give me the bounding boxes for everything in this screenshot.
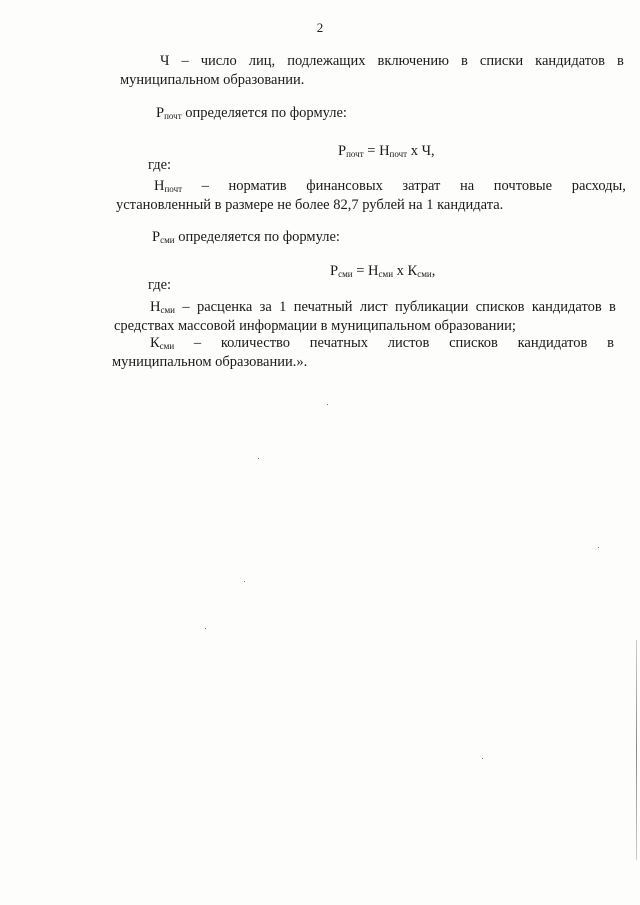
formula-lhs-sub: сми [338, 269, 353, 279]
word: – [201, 178, 209, 194]
word: финансовых [306, 178, 383, 194]
n-pocht-symbol: $Н_{почт}$ [154, 178, 183, 194]
word: списки [479, 53, 524, 69]
formula-equals: = [352, 263, 369, 279]
formula-pocht [338, 143, 435, 160]
word: кандидатов [517, 335, 588, 351]
word: – [182, 299, 190, 315]
word: за [259, 299, 272, 315]
ch-symbol: Ч [160, 53, 170, 69]
word: листов [387, 335, 430, 351]
formula-term1-sub: сми [378, 269, 394, 279]
word: норматив [228, 178, 287, 194]
word: расценка [196, 299, 253, 315]
formula-lhs: Р [330, 263, 339, 279]
word: списков [449, 335, 498, 351]
word: затрат [402, 178, 441, 194]
k-smi-definition-line2: муниципальном образовании.». [112, 354, 308, 370]
word: 1 [279, 299, 287, 315]
word: печатный [293, 299, 353, 315]
page-number: 2 [316, 20, 324, 35]
ch-dash: – [181, 53, 189, 69]
formula-lhs-sub: почт [346, 149, 364, 159]
scan-speck [258, 458, 259, 459]
word: – [193, 335, 202, 351]
n-pocht-definition-line1 [154, 177, 626, 196]
word: кандидатов [531, 299, 602, 315]
n-smi-definition-line2: средствах массовой информации в муниципальном образовании; [114, 318, 516, 334]
formula-term1: Н [368, 263, 379, 279]
formula-comma: , [431, 263, 436, 279]
scan-speck [327, 404, 328, 405]
p-pocht-intro-text: определяется по формуле: [181, 105, 347, 121]
word: списков [475, 299, 525, 315]
where-label-2: где: [148, 277, 172, 293]
p-smi-intro-text: определяется по формуле: [174, 229, 340, 245]
scan-speck [205, 628, 206, 629]
n-pocht-definition-line2: установленный в размере не более 82,7 рублей на 1 кандидата. [116, 197, 504, 213]
ch-definition-line1 [160, 52, 624, 71]
word: почтовые [493, 178, 553, 194]
where-label-1: где: [148, 157, 172, 173]
word: в [607, 335, 614, 351]
k-smi-symbol: $К_{сми}$ [150, 335, 175, 351]
formula-smi [330, 263, 435, 280]
n-smi-symbol: $Н_{сми}$ [150, 299, 175, 315]
formula-term1: Н [379, 143, 390, 159]
word: число [200, 53, 237, 69]
formula-operator: х [407, 143, 422, 159]
formula-term2-sub: сми [417, 269, 432, 279]
formula-lhs: Р [338, 143, 347, 159]
p-pocht-intro [156, 104, 347, 123]
word: на [459, 178, 475, 194]
formula-term2: К [407, 263, 418, 279]
word: количество [220, 335, 291, 351]
word: в [617, 53, 624, 69]
scan-speck [598, 547, 599, 548]
p-subscript: почт [164, 111, 182, 121]
word: печатных [309, 335, 369, 351]
p-symbol: Р [156, 105, 165, 121]
word: кандидатов [535, 53, 605, 69]
scan-speck [244, 581, 245, 582]
word: лист [359, 299, 388, 315]
p-subscript: сми [160, 235, 175, 245]
formula-term2: Ч, [421, 143, 435, 159]
ch-definition-line2: муниципальном образовании. [120, 72, 305, 88]
n-smi-definition-line1 [150, 298, 616, 317]
word: в [609, 299, 616, 315]
word: лиц, [248, 53, 276, 69]
word: публикации [395, 299, 469, 315]
p-smi-intro [152, 228, 340, 247]
word: в [461, 53, 468, 69]
p-symbol: Р [152, 229, 161, 245]
word: расходы, [571, 178, 626, 194]
formula-operator: х [393, 263, 408, 279]
formula-term1-sub: почт [389, 149, 408, 159]
formula-equals: = [363, 143, 380, 159]
word: включению [377, 53, 449, 69]
word: подлежащих [287, 53, 366, 69]
scan-speck [482, 758, 483, 759]
scan-edge-shadow [636, 640, 637, 860]
k-smi-definition-line1 [150, 334, 614, 353]
